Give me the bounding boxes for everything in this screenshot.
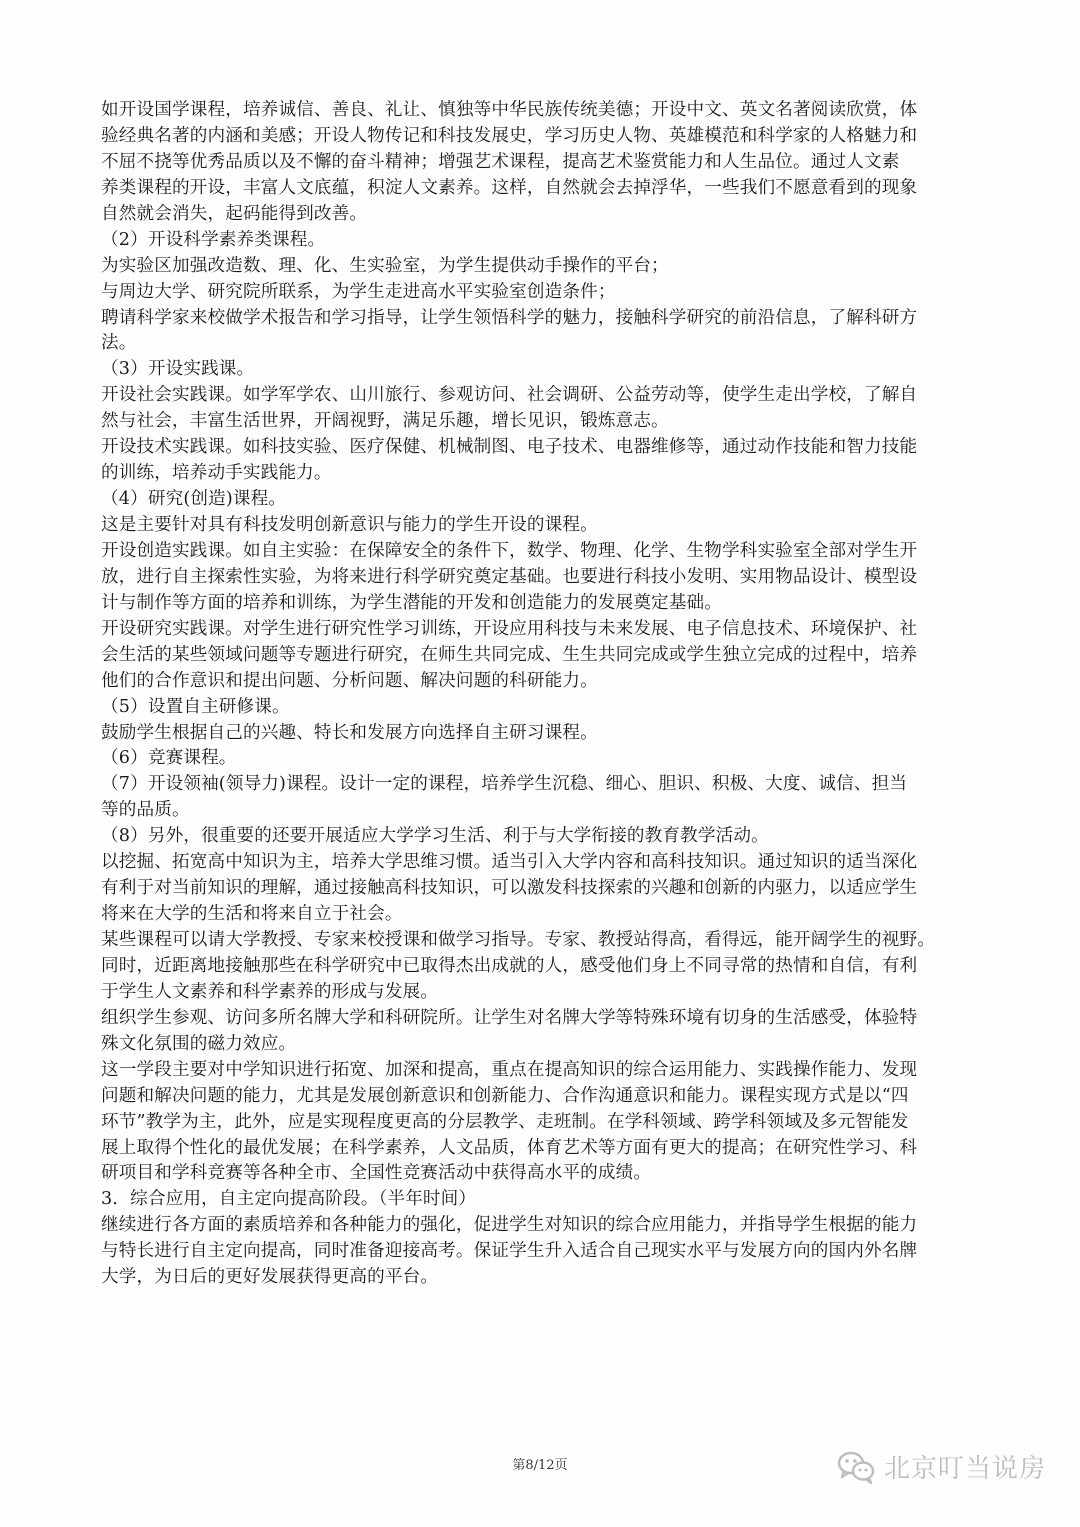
text-line: 然与社会，丰富生活世界，开阔视野，满足乐趣，增长见识，锻炼意志。 xyxy=(101,411,669,432)
text-line: （4）研究(创造)课程。 xyxy=(101,489,287,510)
text-line: 展上取得个性化的最优发展；在科学素养，人文品质，体育艺术等方面有更大的提高；在研究性学习、科 xyxy=(101,1137,918,1158)
text-line: 这是主要针对具有科技发明创新意识与能力的学生开设的课程。 xyxy=(101,515,598,535)
text-line: 某些课程可以请大学教授、专家来校授课和做学习指导。专家、教授站得高，看得远，能开阔学生的视野。 xyxy=(101,930,935,950)
text-line: 开设技术实践课。如科技实验、医疗保健、机械制图、电子技术、电器维修等，通过动作技能和智力技能 xyxy=(101,437,918,458)
text-line: 大学，为日后的更好发展获得更高的平台。 xyxy=(101,1267,439,1288)
document-body xyxy=(101,98,943,1291)
text-line: 与周边大学、研究院所联系，为学生走进高水平实验室创造条件； xyxy=(101,281,616,302)
text-line: 以挖掘、拓宽高中知识为主，培养大学思维习惯。适当引入大学内容和高科技知识。通过知识的适当深化 xyxy=(101,852,918,873)
text-line: 继续进行各方面的素质培养和各种能力的强化，促进学生对知识的综合应用能力，并指导学生根据的能力 xyxy=(101,1215,918,1236)
text-line: （7）开设领袖(领导力)课程。设计一定的课程，培养学生沉稳、细心、胆识、积极、大度、诚信、担当 xyxy=(101,774,908,795)
text-line: 的训练，培养动手实践能力。 xyxy=(101,463,332,484)
text-line: 聘请科学家来校做学术报告和学习指导，让学生领悟科学的魅力，接触科学研究的前沿信息，了解科研方 xyxy=(101,307,918,328)
text-line: （3）开设实践课。 xyxy=(101,359,255,380)
text-line: 鼓励学生根据自己的兴趣、特长和发展方向选择自主研习课程。 xyxy=(101,722,598,743)
text-line: 自然就会消失，起码能得到改善。 xyxy=(101,203,368,224)
text-line: （6）竞赛课程。 xyxy=(101,748,237,769)
watermark-text: 北京叮当说房 xyxy=(884,1454,1047,1484)
text-line: 开设研究实践课。对学生进行研究性学习训练，开设应用科技与未来发展、电子信息技术、环境保护、社 xyxy=(101,618,918,639)
text-line: 他们的合作意识和提出问题、分析问题、解决问题的科研能力。 xyxy=(101,670,598,691)
text-line: 研项目和学科竞赛等各种全市、全国性竞赛活动中获得高水平的成绩。 xyxy=(101,1163,652,1184)
wechat-icon xyxy=(836,1449,876,1485)
text-line: 法。 xyxy=(101,333,137,354)
text-line: 殊文化氛围的磁力效应。 xyxy=(101,1033,297,1054)
text-line: 不屈不挠等优秀品质以及不懈的奋斗精神；增强艺术课程，提高艺术鉴赏能力和人生品位。通过人文素 xyxy=(101,151,900,172)
text-line: 同时，近距离地接触那些在科学研究中已取得杰出成就的人，感受他们身上不同寻常的热情和自信，有利 xyxy=(101,955,918,976)
text-line: 等的品质。 xyxy=(101,800,190,821)
text-line: （5）设置自主研修课。 xyxy=(101,696,290,717)
text-line: 这一学段主要对中学知识进行拓宽、加深和提高，重点在提高知识的综合运用能力、实践操作能力、发现 xyxy=(101,1059,918,1080)
text-line: 于学生人文素养和科学素养的形成与发展。 xyxy=(101,981,439,1002)
text-line: 组织学生参观、访问多所名牌大学和科研院所。让学生对名牌大学等特殊环境有切身的生活感受，体验特 xyxy=(101,1007,918,1028)
text-line: 与特长进行自主定向提高，同时准备迎接高考。保证学生升入适合自己现实水平与发展方向的国内外名牌 xyxy=(101,1241,918,1262)
text-line: 放，进行自主探索性实验，为将来进行科学研究奠定基础。也要进行科技小发明、实用物品设计、模型设 xyxy=(101,566,918,587)
text-line: 3．综合应用，自主定向提高阶段。（半年时间） xyxy=(101,1189,477,1210)
text-line: 环节”教学为主，此外，应是实现程度更高的分层教学、走班制。在学科领域、跨学科领域及多元智能发 xyxy=(101,1111,909,1132)
page-number: 第8/12页 xyxy=(512,1458,568,1473)
text-line: 开设创造实践课。如自主实验：在保障安全的条件下，数学、物理、化学、生物学科实验室全部对学生开 xyxy=(101,540,918,561)
text-line: （8）另外，很重要的还要开展适应大学学习生活、利于与大学衔接的教育教学活动。 xyxy=(101,826,769,847)
text-line: （2）开设科学素养类课程。 xyxy=(101,229,326,250)
text-line: 开设社会实践课。如学军学农、山川旅行、参观访问、社会调研、公益劳动等，使学生走出学校，了解自 xyxy=(101,385,918,406)
text-line: 计与制作等方面的培养和训练，为学生潜能的开发和创造能力的发展奠定基础。 xyxy=(101,592,723,613)
text-line: 养类课程的开设，丰富人文底蕴，积淀人文素养。这样，自然就会去掉浮华，一些我们不愿意看到的现象 xyxy=(101,177,918,198)
text-line: 如开设国学课程，培养诚信、善良、礼让、慎独等中华民族传统美德；开设中文、英文名著阅读欣赏，体 xyxy=(101,100,918,120)
text-line: 有利于对当前知识的理解，通过接触高科技知识，可以激发科技探索的兴趣和创新的内驱力，以适应学生 xyxy=(101,878,918,899)
text-line: 问题和解决问题的能力，尤其是发展创新意识和创新能力、合作沟通意识和能力。课程实现方式是以“四 xyxy=(101,1085,909,1106)
text-line: 验经典名著的内涵和美感；开设人物传记和科技发展史，学习历史人物、英雄模范和科学家的人格魅力和 xyxy=(101,125,918,146)
text-line: 为实验区加强改造数、理、化、生实验室，为学生提供动手操作的平台； xyxy=(101,255,669,276)
text-line: 将来在大学的生活和将来自立于社会。 xyxy=(101,904,403,925)
text-line: 会生活的某些领域问题等专题进行研究，在师生共同完成、生生共同完成或学生独立完成的过程中，培养 xyxy=(101,644,918,665)
account-watermark xyxy=(836,1448,1046,1485)
